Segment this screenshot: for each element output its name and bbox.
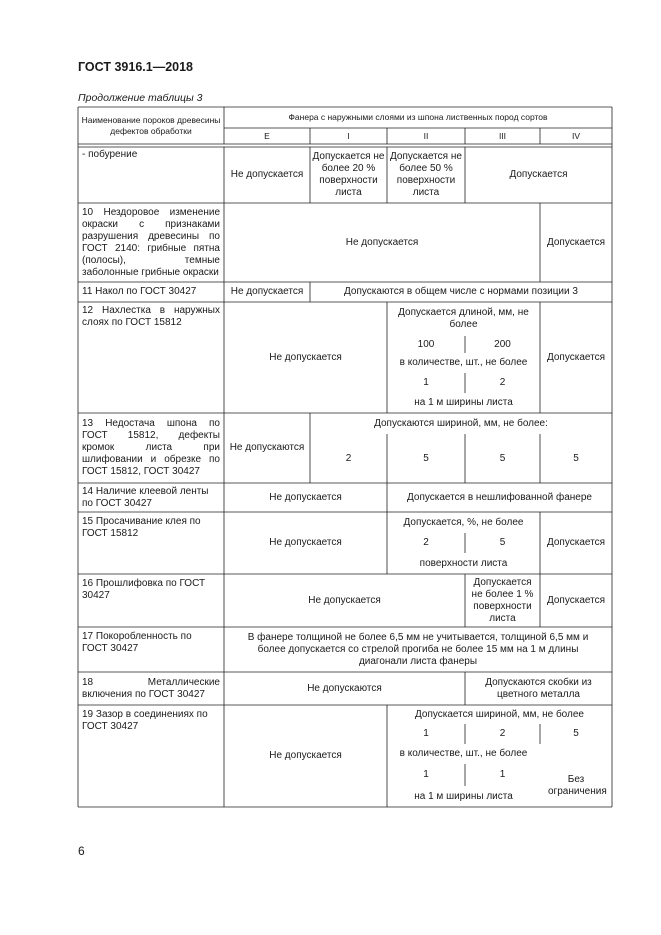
row-14-name: 14 Наличие клеевой ленты по ГОСТ 30427 [82,485,209,509]
row-17-all-grades: В фанере толщиной не более 6,5 мм не учитывается, толщиной 6,5 мм и более допускается со стрелой прогиба не более 15 мм на 1 м длины диагонали листа фанеры [247,631,589,667]
row-puburenie-i: Допускается не более 20 % поверхности листа [312,151,385,198]
row-10-iv: Допускается [546,236,606,248]
row-13-iii: 5 [499,452,506,464]
row-19-quantity-ii: 1 [423,769,429,780]
row-15-surface: поверхности листа [419,557,508,569]
header-defect-name: Наименование пороков древесины дефектов обработки [81,114,221,136]
row-19-quantity-label: в количестве, шт., не более [399,748,528,759]
row-12-quantity-label: в количестве, шт., не более [399,357,528,368]
row-10-e-iii: Не допускается [345,236,419,248]
row-11-name: 11 Накол по ГОСТ 30427 [82,286,197,297]
row-15-name: 15 Просачивание клея по ГОСТ 15812 [82,516,201,539]
row-13-iv: 5 [573,452,579,464]
row-12-quantity-ii: 1 [423,377,429,388]
document-code: ГОСТ 3916.1—2018 [78,60,194,74]
header-grade-iii: III [498,130,507,141]
row-19-e-i: Не допускается [269,750,342,761]
row-16-iv: Допускается [546,594,606,606]
row-puburenie-name: - побурение [82,149,138,160]
row-12-allowed-length: Допускается длиной, мм, не более [398,307,529,330]
row-19-quantity-iii: 1 [499,769,506,780]
row-puburenie-iii-iv: Допускается [509,169,568,180]
header-grade-i: I [347,130,350,141]
row-16-iii: Допускается не более 1 % поверхности листа [471,576,534,624]
row-13-i: 2 [345,452,352,464]
row-19-width-ii: 1 [423,728,429,739]
row-17-name: 17 Покоробленность по ГОСТ 30427 [82,631,192,654]
row-13-e: Не допускаются [229,442,305,453]
row-12-e-i: Не допускается [269,351,342,363]
header-plywood-grades: Фанера с наружными слоями из шпона лиственных пород сортов [288,112,548,122]
row-18-iii-iv: Допускаются скобки из цветного металла [485,676,592,700]
row-12-length-ii: 100 [417,338,435,350]
row-19-allowed-width: Допускается шириной, мм, не более [415,708,584,720]
row-19-width-iv: 5 [573,728,579,739]
header-grade-e: E [264,130,270,141]
row-14-ii-iv: Допускается в нешлифованной фанере [407,491,592,503]
row-15-allowed-percent: Допускается, %, не более [403,516,524,528]
row-16-e-ii: Не допускается [308,594,381,606]
row-15-e-i: Не допускается [269,537,342,548]
row-18-e-ii: Не допускаются [307,682,382,694]
row-puburenie-ii: Допускается не более 50 % поверхности листа [390,151,462,198]
header-grade-ii: II [423,130,429,141]
row-13-ii: 5 [423,452,429,464]
row-15-ii: 2 [423,537,429,548]
row-19-per-width: на 1 м ширины листа [414,790,513,802]
row-puburenie-e: Не допускается [230,169,304,180]
row-12-length-iii: 200 [494,338,511,350]
row-14-e-i: Не допускается [269,491,342,503]
row-12-name: 12 Нахлестка в наружных слоях по ГОСТ 15812 [82,305,220,328]
row-18-name: 18 Металлические включения по ГОСТ 30427 [82,676,220,700]
row-11-e: Не допускается [230,286,304,297]
row-15-iv: Допускается [546,537,606,548]
row-19-iv: Без ограничения [548,773,607,797]
row-19-width-iii: 2 [499,728,506,739]
row-12-quantity-iii: 2 [499,377,506,388]
row-13-allowed-width: Допускаются шириной, мм, не более: [374,417,548,429]
row-11-i-iv: Допускаются в общем числе с нормами позиции 3 [344,286,578,297]
row-15-iii: 5 [499,537,506,548]
page-number: 6 [78,844,85,858]
row-16-name: 16 Прошлифовка по ГОСТ 30427 [82,578,206,601]
header-grade-iv: IV [571,130,581,141]
table-caption: Продолжение таблицы 3 [78,92,203,104]
row-12-iv: Допускается [546,351,606,363]
row-19-name: 19 Зазор в соединениях по ГОСТ 30427 [82,709,208,732]
row-13-name: 13 Недостача шпона по ГОСТ 15812, дефекты кромок листа при шлифовании и обрезке по ГОСТ 15812, ГОСТ 30427 [82,418,220,477]
row-12-per-width: на 1 м ширины листа [414,397,513,408]
row-10-name: 10 Нездоровое изменение окраски с признаками разрушения древесины по ГОСТ 2140: грибные пятна (полосы), темные заболонные грибные окраски [82,206,220,278]
